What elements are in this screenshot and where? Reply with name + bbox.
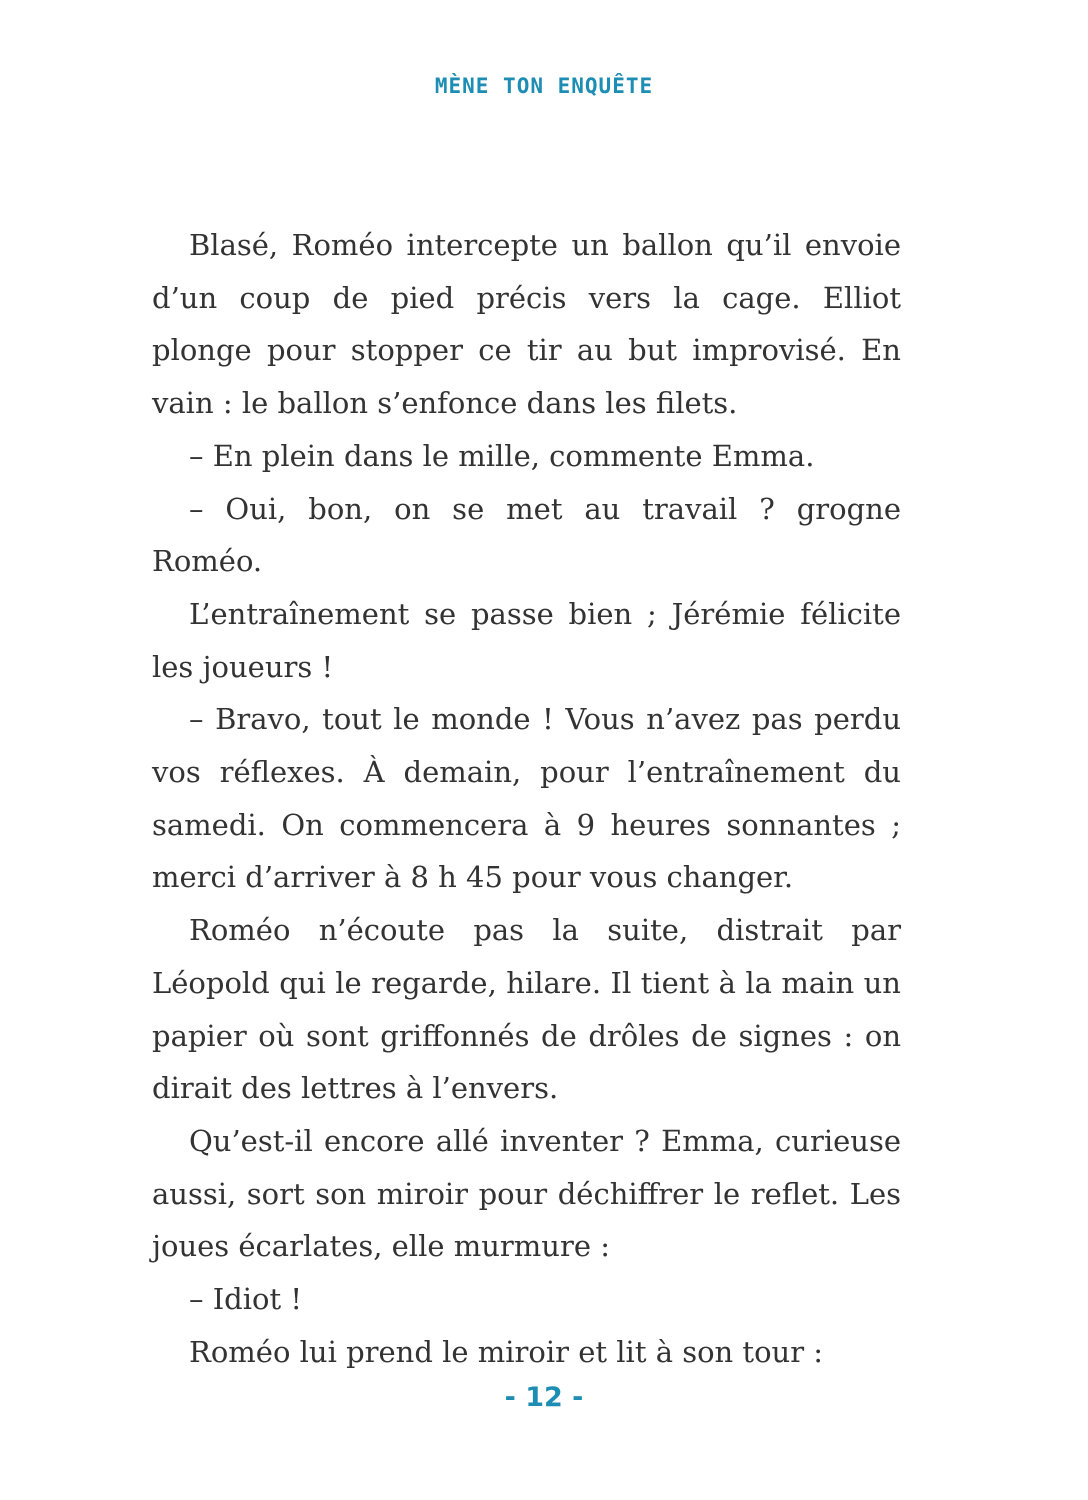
page-number: - 12 - [504, 1382, 584, 1413]
paragraph: Roméo n’écoute pas la suite, distrait par Léopold qui le regarde, hilare. Il tient à la main un papier où sont griffonnés de drôles de signes : on dirait des lettres à l’envers. [152, 913, 901, 1106]
paragraph: – Bravo, tout le monde ! Vous n’avez pas perdu vos réflexes. À demain, pour l’entraînement du samedi. On commencera à 9 heures sonnantes ; merci d’arriver à 8 h 45 pour vous changer. [152, 702, 901, 895]
paragraph: L’entraînement se passe bien ; Jérémie félicite les joueurs ! [152, 596, 901, 684]
paragraph: – En plein dans le mille, commente Emma. [189, 438, 815, 473]
paragraph: Roméo lui prend le miroir et lit à son tour : [189, 1334, 824, 1369]
paragraph: Qu’est-il encore allé inventer ? Emma, curieuse aussi, sort son miroir pour déchiffrer le reflet. Les joues écarlates, elle murmure : [152, 1123, 901, 1264]
paragraph: – Idiot ! [189, 1282, 302, 1317]
body-text [152, 219, 901, 1378]
paragraph: – Oui, bon, on se met au travail ? grogne Roméo. [152, 491, 901, 579]
running-head-title: MÈNE TON ENQUÊTE [434, 74, 654, 98]
paragraph: Blasé, Roméo intercepte un ballon qu’il envoie d’un coup de pied précis vers la cage. Elliot plonge pour stopper ce tir au but improvisé. En vain : le ballon s’enfonce dans les filets. [152, 228, 901, 421]
